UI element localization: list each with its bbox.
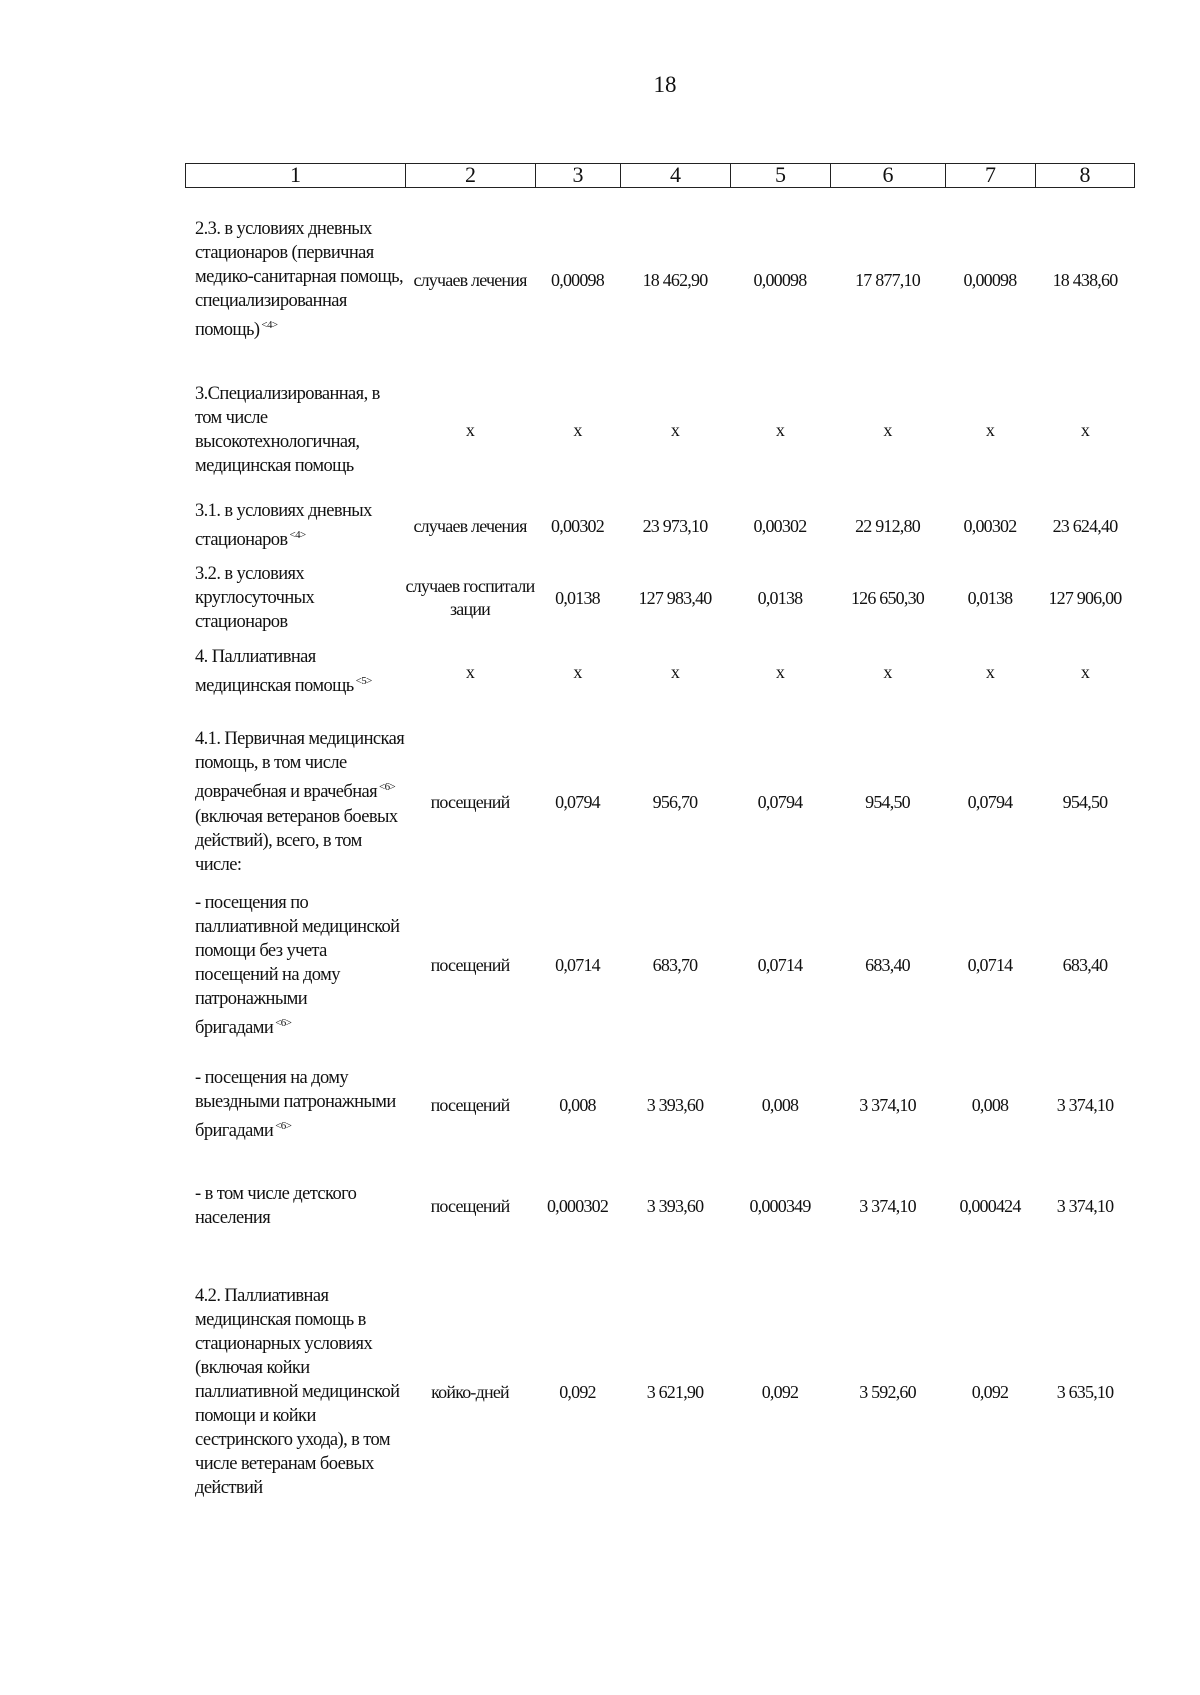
row-value-5: 0,000349	[749, 1195, 811, 1216]
row-value-5: х	[775, 661, 785, 682]
row-value-5: 0,0138	[757, 587, 803, 608]
row-unit: случаев лечения	[413, 515, 527, 536]
row-value-5: 0,0794	[757, 791, 803, 812]
row-name: - в том числе детского населения	[195, 1184, 357, 1228]
row-value-6: х	[883, 419, 892, 440]
header-col-6: 6	[831, 164, 946, 187]
table-row	[185, 717, 1135, 887]
row-value-7: 0,00098	[963, 269, 1017, 290]
row-value-7: 0,008	[971, 1094, 1009, 1115]
row-unit: посещений	[430, 1094, 510, 1115]
row-value-8: 127 906,00	[1048, 587, 1122, 608]
row-value-3: 0,000302	[546, 1195, 609, 1216]
row-name: 3.1. в условиях дневных стационаров $^{<4>}$	[195, 501, 372, 551]
row-name: 3.Специализированная, в том числе высокотехнологичная, медицинская помощь	[195, 384, 380, 476]
table-row	[185, 205, 1135, 355]
footnote-mark: <6>	[275, 1016, 292, 1029]
row-value-8: 3 374,10	[1056, 1195, 1114, 1216]
row-value-5: 0,00098	[753, 269, 807, 290]
row-unit: х	[465, 419, 475, 440]
header-col-7: 7	[946, 164, 1036, 187]
row-value-6: 3 592,60	[859, 1381, 916, 1402]
row-value-8: 954,50	[1062, 791, 1108, 812]
row-value-6: 17 877,10	[855, 269, 920, 290]
row-unit: случаев госпитализации	[405, 576, 535, 619]
row-value-4: х	[670, 661, 680, 682]
row-value-6: 3 374,10	[859, 1195, 916, 1216]
row-value-6: 954,50	[865, 791, 910, 812]
row-name: - посещения по паллиативной медицинской помощи без учета посещений на дому патронажными бригадами $^{<6>}$	[195, 892, 400, 1039]
row-value-8: х	[1080, 419, 1090, 440]
row-unit: х	[465, 661, 475, 682]
row-value-6: 3 374,10	[859, 1094, 916, 1115]
footnote-mark: <5>	[355, 675, 372, 688]
row-value-8: х	[1080, 661, 1090, 682]
row-value-4: 3 393,60	[646, 1195, 704, 1216]
row-value-7: х	[985, 419, 995, 440]
footnote-mark: <4>	[289, 529, 306, 542]
row-value-5: х	[775, 419, 785, 440]
table-row	[185, 380, 1135, 480]
row-value-3: 0,00098	[551, 269, 604, 290]
row-name: 4.1. Первичная медицинская помощь, в том числе доврачебная и врачебная $^{<6>}$ (включая ветеранов боевых действий), всего, в том числе:	[195, 729, 405, 875]
row-unit: койко-дней	[431, 1381, 509, 1402]
row-value-5: 0,092	[761, 1381, 799, 1402]
row-value-3: 0,00302	[551, 515, 604, 536]
header-col-4: 4	[621, 164, 731, 187]
row-value-5: 0,00302	[753, 515, 807, 536]
row-value-6: 126 650,30	[850, 587, 924, 608]
table-row	[185, 893, 1135, 1038]
row-value-4: 3 393,60	[646, 1094, 704, 1115]
row-unit: посещений	[430, 791, 510, 812]
row-value-4: 683,70	[652, 955, 698, 975]
header-col-3: 3	[536, 164, 621, 187]
table-row	[185, 1055, 1135, 1155]
row-value-3: х	[573, 419, 582, 440]
row-value-4: 956,70	[652, 791, 698, 812]
table-header-row	[185, 163, 1135, 188]
row-value-4: 18 462,90	[642, 269, 708, 290]
row-value-3: 0,0794	[555, 791, 600, 812]
row-value-7: 0,0138	[967, 587, 1013, 608]
row-value-7: 0,00302	[963, 515, 1017, 536]
row-value-4: х	[670, 419, 680, 440]
table-row	[185, 500, 1135, 552]
table-row	[185, 1180, 1135, 1232]
row-value-3: 0,0138	[555, 587, 600, 608]
row-value-7: 0,0714	[967, 955, 1013, 975]
row-name: 4.2. Паллиативная медицинская помощь в стационарных условиях (включая койки паллиативной медицинской помощи и койки сестринского ухода), в том числе ветеранам боевых действий	[195, 1286, 400, 1498]
page-number: 18	[653, 72, 677, 97]
row-value-6: х	[883, 661, 892, 682]
row-value-3: 0,092	[559, 1381, 596, 1402]
footnote-mark: <6>	[275, 1120, 292, 1133]
table-row	[185, 1272, 1135, 1512]
row-name: 3.2. в условиях круглосуточных стационаров	[195, 564, 315, 632]
row-value-6: 683,40	[865, 955, 910, 975]
footnote-mark: <4>	[261, 319, 278, 332]
row-value-8: 18 438,60	[1052, 269, 1118, 290]
row-name: - посещения на дому выездными патронажными бригадами $^{<6>}$	[195, 1068, 396, 1142]
row-name: 4. Паллиативная медицинская помощь $^{<5>}$	[195, 647, 372, 697]
row-value-4: 23 973,10	[642, 515, 708, 536]
row-value-8: 683,40	[1062, 955, 1108, 975]
row-value-8: 3 374,10	[1056, 1094, 1114, 1115]
row-value-5: 0,008	[761, 1094, 799, 1115]
header-col-1: 1	[186, 164, 406, 187]
row-value-8: 3 635,10	[1056, 1381, 1114, 1402]
row-unit: случаев лечения	[413, 269, 527, 290]
row-unit: посещений	[430, 1195, 510, 1216]
row-value-7: 0,0794	[967, 791, 1013, 812]
row-value-3: 0,0714	[555, 955, 600, 975]
row-value-5: 0,0714	[757, 955, 803, 975]
row-value-8: 23 624,40	[1052, 515, 1118, 536]
header-col-8: 8	[1079, 162, 1091, 187]
row-name: 2.3. в условиях дневных стационаров (первичная медико-санитарная помощь, специализированная помощь) $^{<4>}$	[195, 219, 403, 341]
row-value-7: х	[985, 661, 995, 682]
row-unit: посещений	[430, 955, 510, 975]
footnote-mark: <6>	[379, 781, 396, 794]
row-value-3: х	[573, 661, 582, 682]
row-value-7: 0,092	[971, 1381, 1009, 1402]
row-value-4: 127 983,40	[638, 587, 712, 608]
row-value-6: 22 912,80	[855, 515, 920, 536]
row-value-3: 0,008	[559, 1094, 596, 1115]
row-value-4: 3 621,90	[646, 1381, 704, 1402]
header-col-2: 2	[406, 164, 536, 187]
table-row	[185, 560, 1135, 636]
table-row	[185, 646, 1135, 698]
header-col-5: 5	[731, 164, 831, 187]
row-value-7: 0,000424	[959, 1195, 1021, 1216]
